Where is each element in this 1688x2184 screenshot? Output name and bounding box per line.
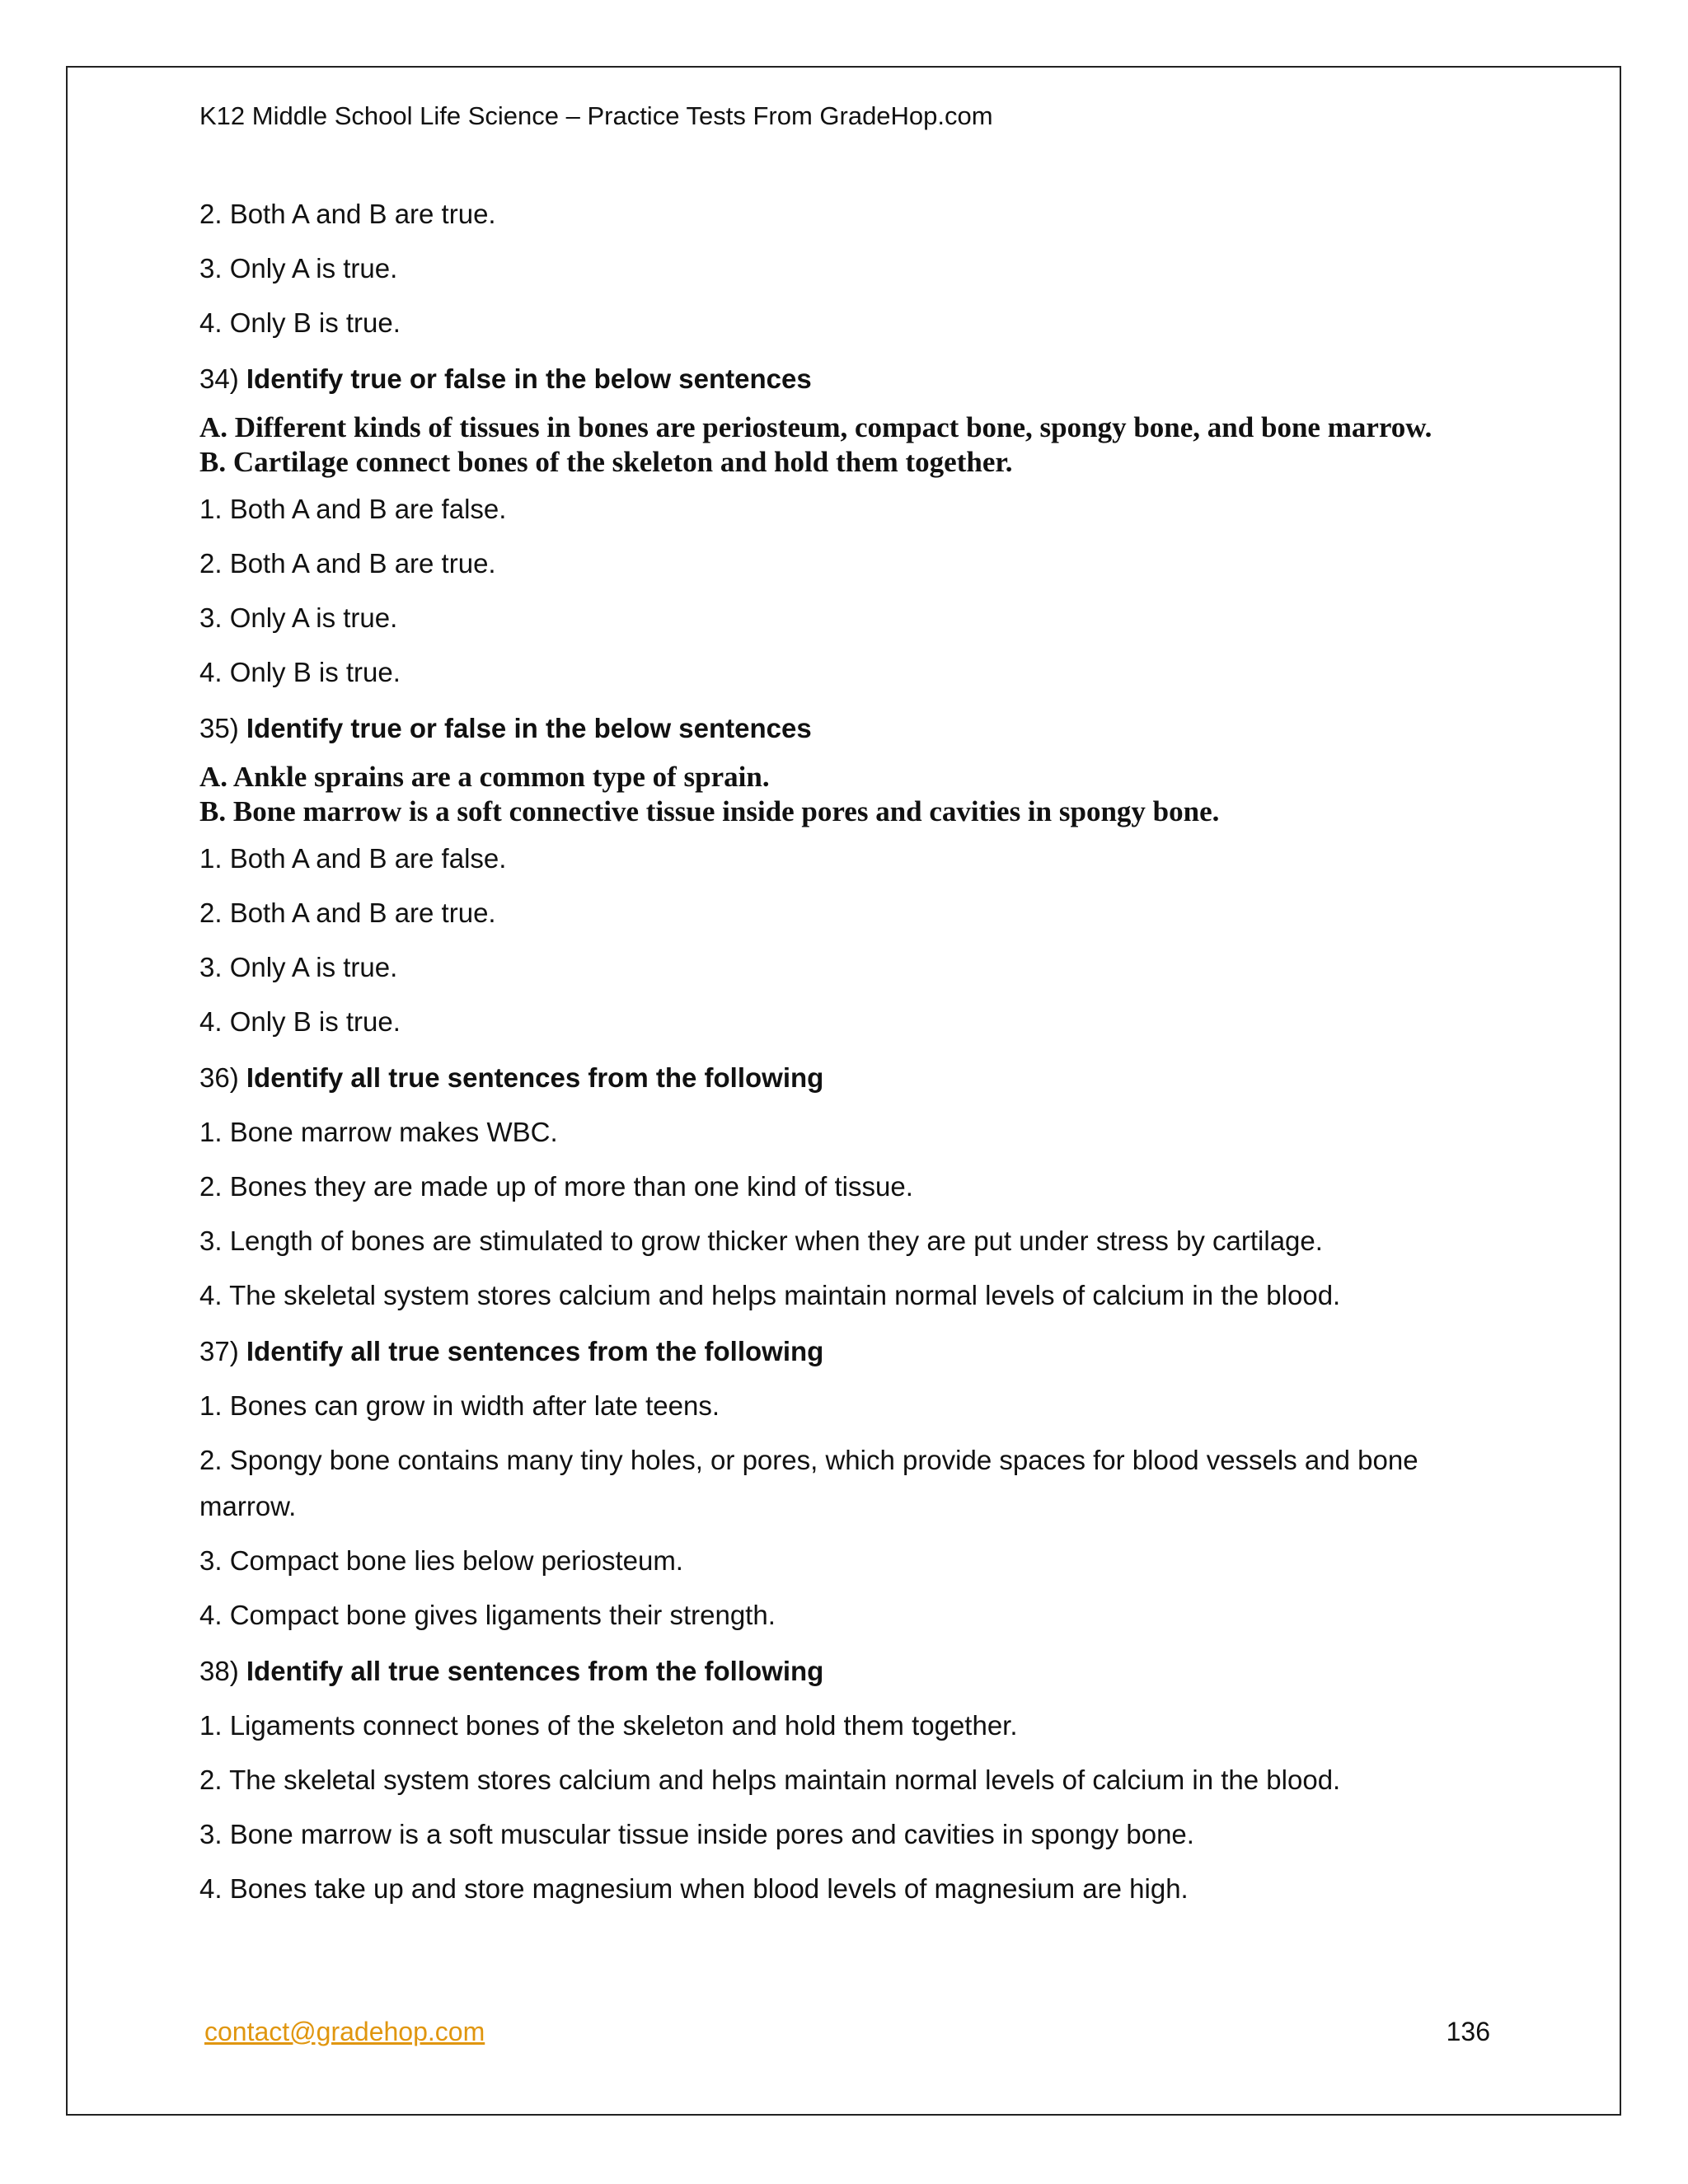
statement-b: B. Cartilage connect bones of the skeleton and hold them together. xyxy=(199,446,1013,478)
option: 4. Only B is true. xyxy=(199,657,401,687)
option: 3. Bone marrow is a soft muscular tissue inside pores and cavities in spongy bone. xyxy=(199,1819,1194,1849)
question-title xyxy=(199,1648,1485,1703)
option: 2. Spongy bone contains many tiny holes, or pores, which provide spaces for blood vessels and bone marrow. xyxy=(199,1445,1418,1521)
question-title xyxy=(199,705,1485,760)
option: 1. Bones can grow in width after late teens. xyxy=(199,1390,720,1421)
statement-b: B. Bone marrow is a soft connective tissue inside pores and cavities in spongy bone. xyxy=(199,795,1220,827)
statement-a: A. Different kinds of tissues in bones are periosteum, compact bone, spongy bone, and bone marrow. xyxy=(199,411,1432,443)
question-prompt: Identify all true sentences from the following xyxy=(246,1062,824,1093)
question-prompt: Identify true or false in the below sentences xyxy=(246,713,812,743)
option: 4. Bones take up and store magnesium when blood levels of magnesium are high. xyxy=(199,1873,1189,1904)
question-34 xyxy=(199,356,1485,704)
question-number: 38) xyxy=(199,1656,246,1686)
statement-a: A. Ankle sprains are a common type of sprain. xyxy=(199,761,770,793)
question-36 xyxy=(199,1055,1485,1327)
question-prompt: Identify true or false in the below sentences xyxy=(246,363,812,394)
option: 2. The skeletal system stores calcium and helps maintain normal levels of calcium in the blood. xyxy=(199,1765,1341,1795)
option: 3. Only A is true. xyxy=(199,602,398,633)
contact-email-link[interactable]: contact@gradehop.com xyxy=(204,2017,485,2046)
question-38 xyxy=(199,1648,1485,1920)
question-number: 37) xyxy=(199,1336,246,1366)
option: 2. Both A and B are true. xyxy=(199,199,496,229)
option: 3. Only A is true. xyxy=(199,253,398,284)
question-37 xyxy=(199,1329,1485,1647)
question-number: 34) xyxy=(199,363,246,394)
previous-question-options xyxy=(199,191,1485,354)
page-number: 136 xyxy=(1446,2017,1490,2046)
question-prompt: Identify all true sentences from the following xyxy=(246,1336,824,1366)
option: 2. Both A and B are true. xyxy=(199,898,496,928)
statements xyxy=(199,410,1485,480)
question-prompt: Identify all true sentences from the following xyxy=(246,1656,824,1686)
option: 2. Bones they are made up of more than one kind of tissue. xyxy=(199,1171,913,1202)
statements xyxy=(199,760,1485,829)
option: 4. The skeletal system stores calcium and helps maintain normal levels of calcium in the blood. xyxy=(199,1280,1341,1310)
page-content xyxy=(199,96,1485,1920)
question-35 xyxy=(199,705,1485,1053)
question-title xyxy=(199,1329,1485,1383)
option: 1. Both A and B are false. xyxy=(199,494,507,524)
option: 4. Compact bone gives ligaments their strength. xyxy=(199,1600,776,1630)
option: 1. Ligaments connect bones of the skeleton and hold them together. xyxy=(199,1710,1018,1741)
option: 4. Only B is true. xyxy=(199,307,401,338)
option: 2. Both A and B are true. xyxy=(199,548,496,579)
question-number: 35) xyxy=(199,713,246,743)
question-number: 36) xyxy=(199,1062,246,1093)
option: 3. Only A is true. xyxy=(199,952,398,982)
question-title xyxy=(199,356,1485,410)
option: 1. Bone marrow makes WBC. xyxy=(199,1117,558,1147)
option: 3. Length of bones are stimulated to grow thicker when they are put under stress by cartilage. xyxy=(199,1226,1323,1256)
option: 4. Only B is true. xyxy=(199,1006,401,1037)
option: 3. Compact bone lies below periosteum. xyxy=(199,1545,683,1576)
question-title xyxy=(199,1055,1485,1109)
page-header: K12 Middle School Life Science – Practice Tests From GradeHop.com xyxy=(199,101,993,130)
page-footer xyxy=(204,2011,1490,2052)
option: 1. Both A and B are false. xyxy=(199,843,507,874)
